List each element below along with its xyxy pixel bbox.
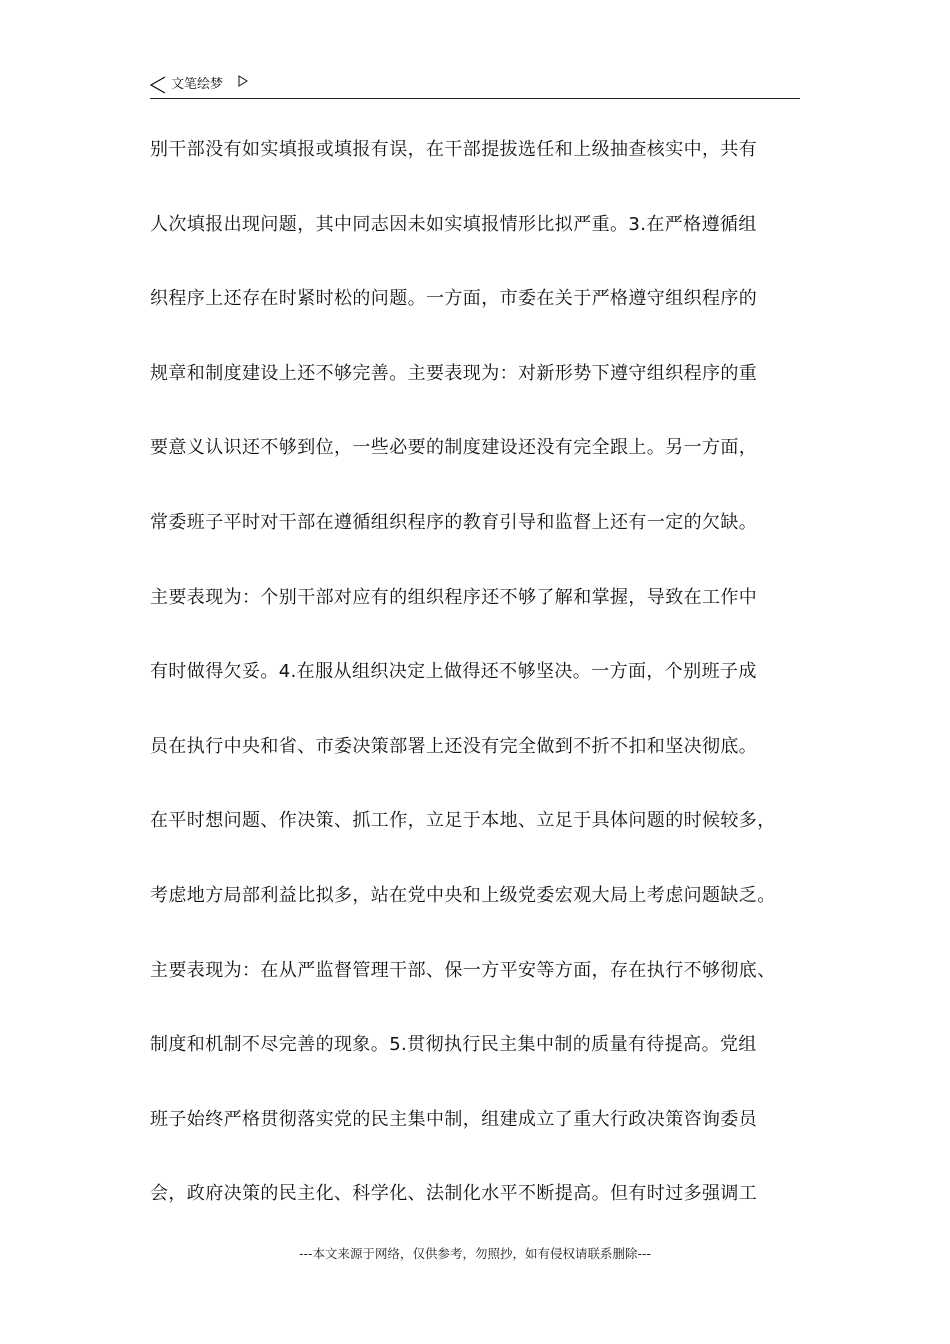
page-header bbox=[150, 72, 800, 99]
text-line: 制度和机制不尽完善的现象。5.贯彻执行民主集中制的质量有待提高。党组 bbox=[150, 1034, 757, 1056]
text-line: 班子始终严格贯彻落实党的民主集中制，组建成立了重大行政决策咨询委员 bbox=[150, 1108, 758, 1130]
triangle-left-icon bbox=[150, 76, 166, 94]
text-line: 主要表现为：在从严监督管理干部、保一方平安等方面，存在执行不够彻底、 bbox=[150, 959, 776, 981]
text-line: 常委班子平时对干部在遵循组织程序的教育引导和监督上还有一定的欠缺。 bbox=[150, 511, 758, 533]
text-line: 员在执行中央和省、市委决策部署上还没有完全做到不折不扣和坚决彻底。 bbox=[150, 735, 758, 757]
text-line: 有时做得欠妥。4.在服从组织决定上做得还不够坚决。一方面，个别班子成 bbox=[150, 661, 757, 683]
header-title: 文笔绘梦 bbox=[171, 77, 224, 92]
text-line: 在平时想问题、作决策、抓工作，立足于本地、立足于具体问题的时候较多， bbox=[150, 810, 776, 832]
text-line: 会，政府决策的民主化、科学化、法制化水平不断提高。但有时过多强调工 bbox=[150, 1183, 758, 1205]
footer-disclaimer: ---本文来源于网络，仅供参考，勿照抄，如有侵权请联系删除--- bbox=[298, 1246, 652, 1261]
text-line: 人次填报出现问题，其中同志因未如实填报情形比拟严重。3.在严格遵循组 bbox=[150, 213, 757, 235]
text-line: 考虑地方局部利益比拟多，站在党中央和上级党委宏观大局上考虑问题缺乏。 bbox=[150, 884, 776, 906]
text-line: 主要表现为：个别干部对应有的组织程序还不够了解和掌握，导致在工作中 bbox=[150, 586, 758, 608]
document-body bbox=[150, 131, 802, 1250]
text-line: 织程序上还存在时紧时松的问题。一方面，市委在关于严格遵守组织程序的 bbox=[150, 288, 758, 310]
text-line: 要意义认识还不够到位，一些必要的制度建设还没有完全跟上。另一方面， bbox=[150, 437, 758, 459]
text-line: 别干部没有如实填报或填报有误，在干部提拔选任和上级抽查核实中，共有 bbox=[150, 139, 758, 160]
triangle-right-icon bbox=[238, 75, 248, 87]
text-line: 规章和制度建设上还不够完善。主要表现为：对新形势下遵守组织程序的重 bbox=[150, 362, 758, 384]
